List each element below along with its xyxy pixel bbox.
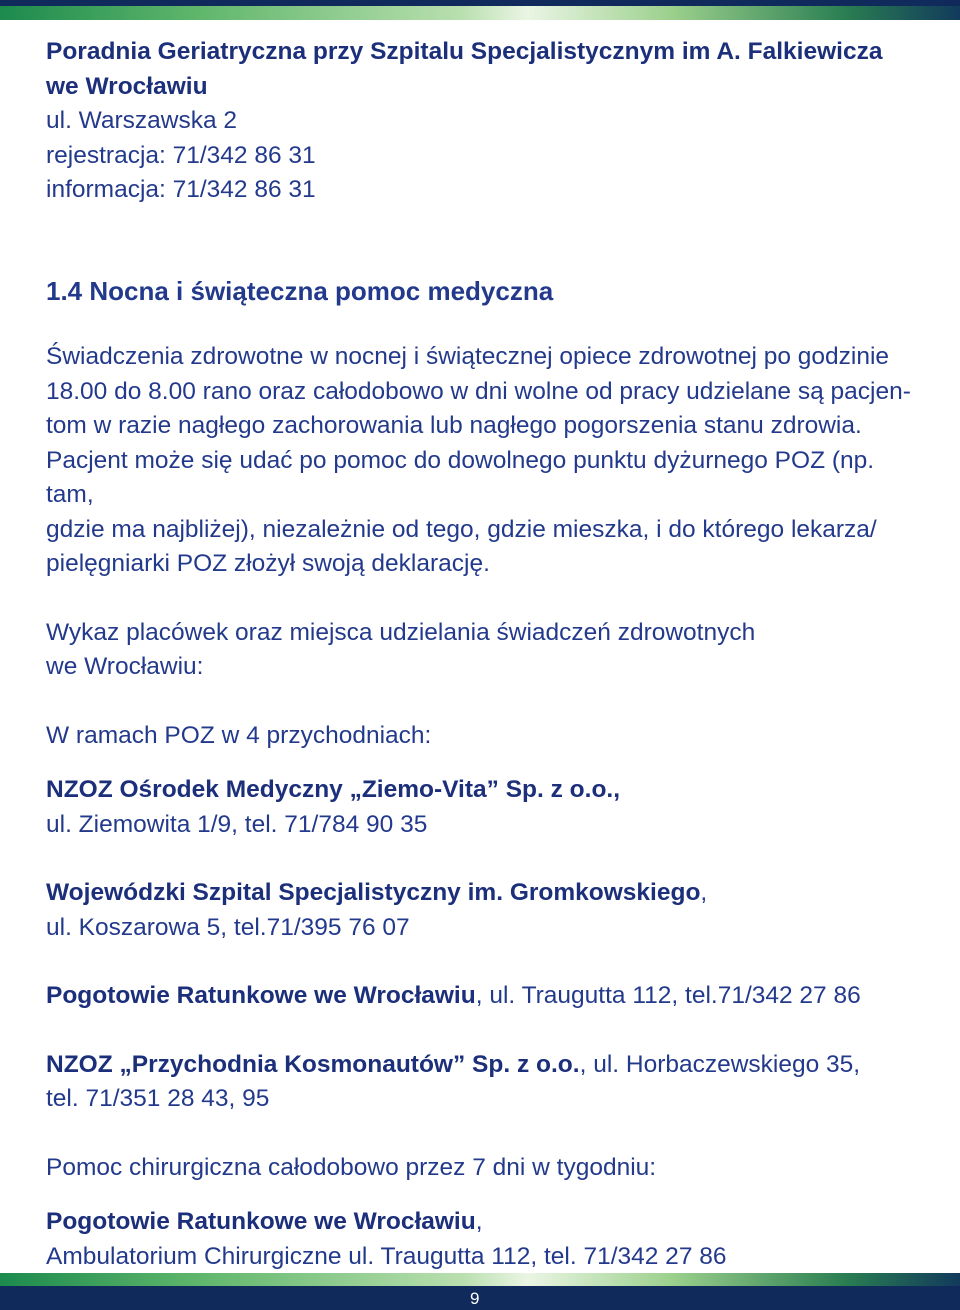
- geriatric-clinic-block: [46, 35, 926, 208]
- paragraph-line: Świadczenia zdrowotne w nocnej i świątecznej opiece zdrowotnej po godzinie: [46, 343, 890, 370]
- paragraph-line: pielęgniarki POZ złożył swoją deklarację.: [46, 550, 490, 577]
- surgical-facility: [46, 1205, 926, 1274]
- poz-intro: W ramach POZ w 4 przychodniach:: [46, 721, 432, 749]
- facility-gromkowski: [46, 876, 926, 945]
- facility-detail: ul. Koszarowa 5, tel.71/395 76 07: [46, 913, 410, 941]
- list-intro-line2: we Wrocławiu:: [46, 653, 204, 680]
- facility-name-suffix: ,: [613, 776, 621, 803]
- facility-name-suffix: , ul. Horbaczewskiego 35,: [579, 1050, 861, 1078]
- surgical-facility-name: Pogotowie Ratunkowe we Wrocławiu: [46, 1208, 476, 1235]
- paragraph-line: 18.00 do 8.00 rano oraz całodobowo w dni wolne od pracy udzielane są pacjen-: [46, 377, 911, 405]
- facility-name: Pogotowie Ratunkowe we Wrocławiu: [46, 982, 476, 1009]
- paragraph-line: Pacjent może się udać po pomoc do dowolnego punktu dyżurnego POZ (np. tam,: [46, 446, 875, 508]
- page-content: [46, 35, 926, 1274]
- surgical-facility-detail: Ambulatorium Chirurgiczne ul. Traugutta 112, tel. 71/342 27 86: [46, 1242, 727, 1270]
- facility-name-suffix: ,: [700, 879, 708, 906]
- top-gradient-stripe: [0, 6, 960, 20]
- section-title: 1.4 Nocna i świąteczna pomoc medyczna: [46, 275, 554, 306]
- clinic-name-line1: Poradnia Geriatryczna przy Szpitalu Specjalistycznym im A. Falkiewicza: [46, 38, 883, 65]
- facility-pogotowie: [46, 979, 926, 1014]
- top-decorative-band: [0, 0, 960, 22]
- list-intro-line1: Wykaz placówek oraz miejsca udzielania świadczeń zdrowotnych: [46, 618, 756, 646]
- bottom-gradient-stripe: [0, 1273, 960, 1286]
- facility-kosmonautow: [46, 1048, 926, 1117]
- facility-name: NZOZ Ośrodek Medyczny „Ziemo-Vita” Sp. z o.o.: [46, 776, 614, 803]
- clinic-information-phone: informacja: 71/342 86 31: [46, 176, 316, 203]
- facility-ziemo-vita: [46, 773, 926, 842]
- facility-name: Wojewódzki Szpital Specjalistyczny im. Gromkowskiego: [46, 879, 701, 906]
- section-paragraph: [46, 340, 926, 582]
- paragraph-line: gdzie ma najbliżej), niezależnie od tego, gdzie mieszka, i do którego lekarza/: [46, 515, 877, 543]
- clinic-registration-phone: rejestracja: 71/342 86 31: [46, 141, 316, 169]
- facility-detail: ul. Ziemowita 1/9, tel. 71/784 90 35: [46, 810, 428, 838]
- facility-name: NZOZ „Przychodnia Kosmonautów” Sp. z o.o.: [46, 1050, 580, 1078]
- facility-list-intro: [46, 616, 926, 685]
- surgical-intro: Pomoc chirurgiczna całodobowo przez 7 dni w tygodniu:: [46, 1153, 657, 1181]
- clinic-name-line2: we Wrocławiu: [46, 72, 208, 100]
- surgical-facility-name-suffix: ,: [475, 1208, 483, 1235]
- facility-name-suffix: , ul. Traugutta 112, tel.71/342 27 86: [475, 982, 861, 1009]
- paragraph-line: tom w razie nagłego zachorowania lub nagłego pogorszenia stanu zdrowia.: [46, 412, 862, 439]
- facility-detail: tel. 71/351 28 43, 95: [46, 1085, 270, 1112]
- page-number: 9: [470, 1289, 480, 1308]
- clinic-address: ul. Warszawska 2: [46, 107, 238, 134]
